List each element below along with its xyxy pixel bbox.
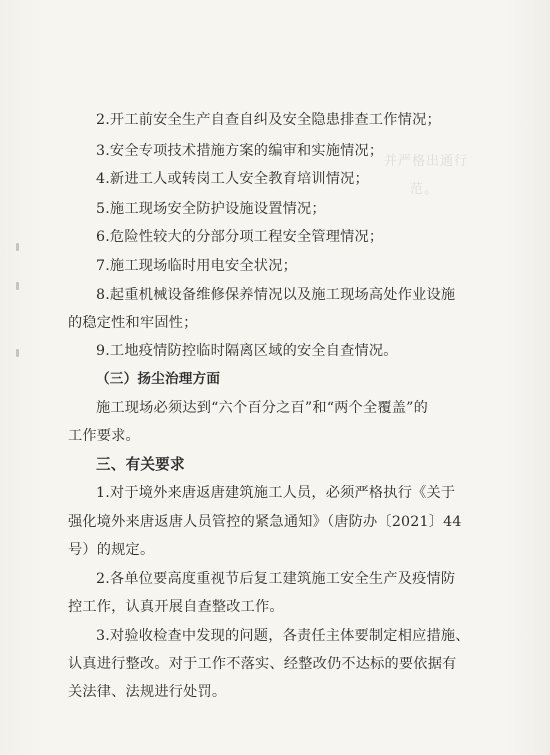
- binding-mark: [16, 243, 19, 251]
- list-item: 7.施工现场临时用电安全状况；: [96, 258, 297, 274]
- bleed-through-text: 范。: [410, 182, 439, 197]
- list-item: 8.起重机械设备维修保养情况以及施工现场高处作业设施: [96, 287, 456, 303]
- paragraph-line: 认真进行整改。对于工作不落实、经整改仍不达标的要依据有: [68, 656, 457, 672]
- subsection-heading: （三）扬尘治理方面: [96, 371, 221, 387]
- paragraph-line: 1.对于境外来唐返唐建筑施工人员，必须严格执行《关于: [96, 485, 456, 501]
- list-item: 2.开工前安全生产自查自纠及安全隐患排查工作情况；: [96, 112, 441, 128]
- paragraph-line: 施工现场必须达到“六个百分之百”和“两个全覆盖”的: [96, 400, 428, 416]
- list-item: 4.新进工人或转岗工人安全教育培训情况；: [96, 171, 369, 187]
- paragraph-line: 控工作，认真开展自查整改工作。: [68, 599, 284, 615]
- list-item: 5.施工现场安全防护设施设置情况；: [96, 201, 326, 217]
- paragraph-line: 号）的规定。: [68, 542, 155, 558]
- list-item: 6.危险性较大的分部分项工程安全管理情况；: [96, 229, 384, 245]
- paragraph-line: 3.对验收检查中发现的问题，各责任主体要制定相应措施、: [96, 628, 470, 644]
- binding-mark: [16, 282, 19, 290]
- paragraph-line: 2.各单位要高度重视节后复工建筑施工安全生产及疫情防: [96, 571, 456, 587]
- paragraph-line: 关法律、法规进行处罚。: [68, 684, 227, 700]
- bleed-through-text: 并严格出通行: [384, 154, 469, 169]
- list-item: 3.安全专项技术措施方案的编审和实施情况；: [96, 143, 384, 159]
- paragraph-line: 工作要求。: [68, 428, 140, 444]
- paragraph-line: 强化境外来唐返唐人员管控的紧急通知》（唐防办〔2021〕44: [68, 514, 462, 530]
- section-heading: 三、有关要求: [96, 456, 185, 473]
- list-item: 9.工地疫情防控临时隔离区域的安全自查情况。: [96, 343, 398, 359]
- binding-mark: [16, 349, 19, 357]
- list-item-continuation: 的稳定性和牢固性；: [68, 315, 198, 331]
